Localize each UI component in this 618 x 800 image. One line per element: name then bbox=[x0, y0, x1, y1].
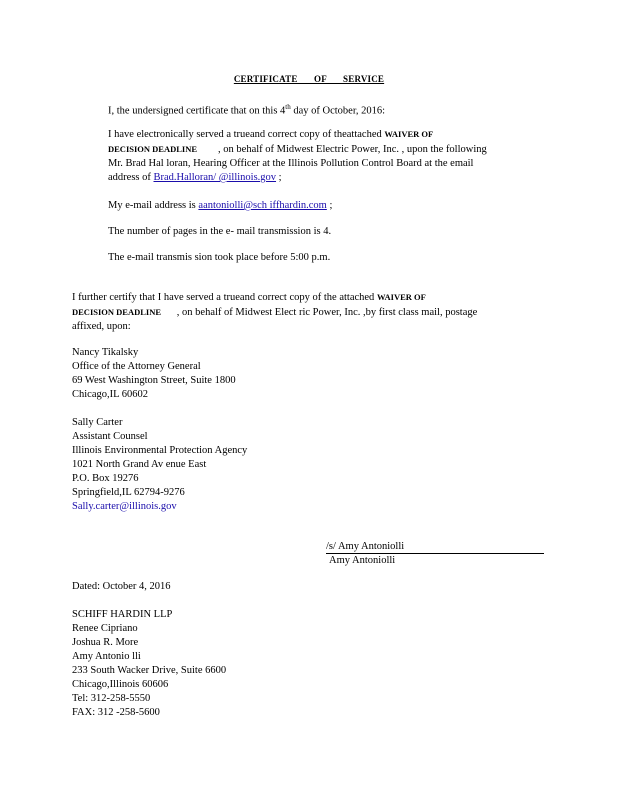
dated-line: Dated: October 4, 2016 bbox=[72, 581, 171, 592]
page-count-paragraph: The number of pages in the e- mail transmission is 4. bbox=[108, 226, 332, 237]
firm-address-block: SCHIFF HARDIN LLP Renee Cipriano Joshua R. More Amy Antonio lli 233 South Wacker Drive, Suite 6600 Chicago,Illinois 60606 Tel: 312-258-5550 FAX: 312 -258-5600 bbox=[72, 609, 227, 718]
certification-date-paragraph: I, the undersigned certificate that on this 4th day of October, 2016: bbox=[108, 103, 386, 117]
signature-block bbox=[326, 541, 544, 568]
recipient-address-nancy: Nancy Tikalsky Office of the Attorney General 69 West Washington Street, Suite 1800 Chicago,IL 60602 bbox=[72, 347, 236, 400]
signature-line: /s/ Amy Antoniolli bbox=[326, 541, 544, 554]
document-title: CERTIFICATE OF SERVICE bbox=[233, 74, 385, 84]
antoniolli-email-link[interactable]: aantoniolli@sch iffhardin.com bbox=[198, 200, 327, 211]
recipient-address-sally: Sally Carter Assistant Counsel Illinois Environmental Protection Agency 1021 North Grand Av enue East P.O. Box 19276 Springfield,IL 62794-9276 Sally.carter@illinois.gov bbox=[72, 417, 248, 512]
transmission-time-paragraph: The e-mail transmis sion took place before 5:00 p.m. bbox=[108, 252, 331, 263]
mail-service-paragraph: I further certify that I have served a trueand correct copy of the attached WAIVER OF DECISION DEADLINE , on behalf of Midwest Elect ric Power, Inc. ,by first class mail, postage affixed, upon: bbox=[72, 292, 478, 332]
electronic-service-paragraph: I have electronically served a trueand correct copy of theattached WAIVER OF DECISION DEADLINE , on behalf of Midwest Electric Power, Inc. , upon the following Mr. Brad Hal loran, Hearing Officer at the Illinois Pollution Control Board at the email address of Brad.Halloran/ @illinois.gov ; bbox=[108, 129, 487, 183]
sally-email-link[interactable]: Sally.carter@illinois.gov bbox=[72, 501, 177, 512]
halloran-email-link[interactable]: Brad.Halloran/ @illinois.gov bbox=[153, 172, 277, 183]
signature-name: Amy Antoniolli bbox=[329, 555, 396, 566]
my-email-paragraph: My e-mail address is aantoniolli@sch iffhardin.com ; bbox=[108, 200, 333, 211]
